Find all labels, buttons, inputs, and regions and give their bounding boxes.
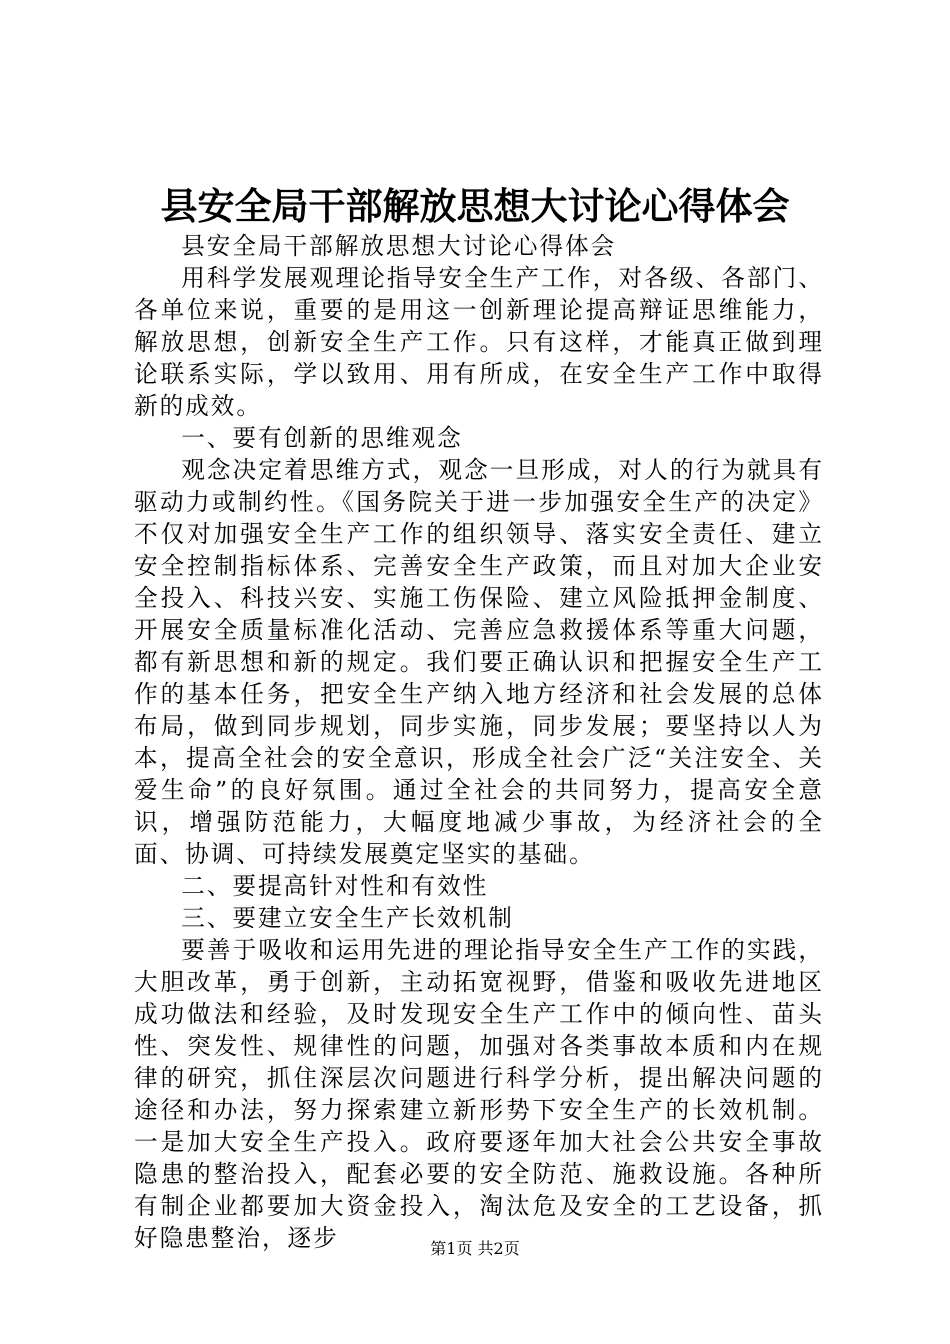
document-body [134,230,824,1254]
section-heading-3: 三、要建立安全生产长效机制 [181,904,514,932]
page-number-footer: 第1页 共2页 [430,1239,520,1258]
section-heading-1: 一、要有创新的思维观念 [181,424,463,452]
paragraph-subtitle: 县安全局干部解放思想大讨论心得体会 [181,232,617,260]
paragraph-section-1: 观念决定着思维方式，观念一旦形成，对人的行为就具有驱动力或制约性。《国务院关于进一步加强安全生产的决定》不仅对加强安全生产工作的组织领导、落实安全责任、建立安全控制指标体系、完善安全生产政策，而且对加大企业安全投入、科技兴安、实施工伤保险、建立风险抵押金制度、开展安全质量标准化活动、完善应急救援体系等重大问题，都有新思想和新的规定。我们要正确认识和把握安全生产工作的基本任务，把安全生产纳入地方经济和社会发展的总体布局，做到同步规划，同步实施，同步发展；要坚持以人为本，提高全社会的安全意识，形成全社会广泛“关注安全、关爱生命”的良好氛围。通过全社会的共同努力，提高安全意识，增强防范能力，大幅度地减少事故，为经济社会的全面、协调、可持续发展奠定坚实的基础。 [134,456,824,868]
section-heading-2: 二、要提高针对性和有效性 [181,872,489,900]
document-title: 县安全局干部解放思想大讨论心得体会 [160,184,790,228]
paragraph-section-3: 要善于吸收和运用先进的理论指导安全生产工作的实践，大胆改革，勇于创新，主动拓宽视野，借鉴和吸收先进地区成功做法和经验，及时发现安全生产工作中的倾向性、苗头性、突发性、规律性的问题，加强对各类事故本质和内在规律的研究，抓住深层次问题进行科学分析，提出解决问题的途径和办法，努力探索建立新形势下安全生产的长效机制。一是加大安全生产投入。政府要逐年加大社会公共安全事故隐患的整治投入，配套必要的安全防范、施救设施。各种所有制企业都要加大资金投入，淘汰危及安全的工艺设备，抓好隐患整治，逐步 [134,936,824,1252]
paragraph-intro: 用科学发展观理论指导安全生产工作，对各级、各部门、各单位来说，重要的是用这一创新理论提高辩证思维能力，解放思想，创新安全生产工作。只有这样，才能真正做到理论联系实际，学以致用、用有所成，在安全生产工作中取得新的成效。 [134,264,824,420]
